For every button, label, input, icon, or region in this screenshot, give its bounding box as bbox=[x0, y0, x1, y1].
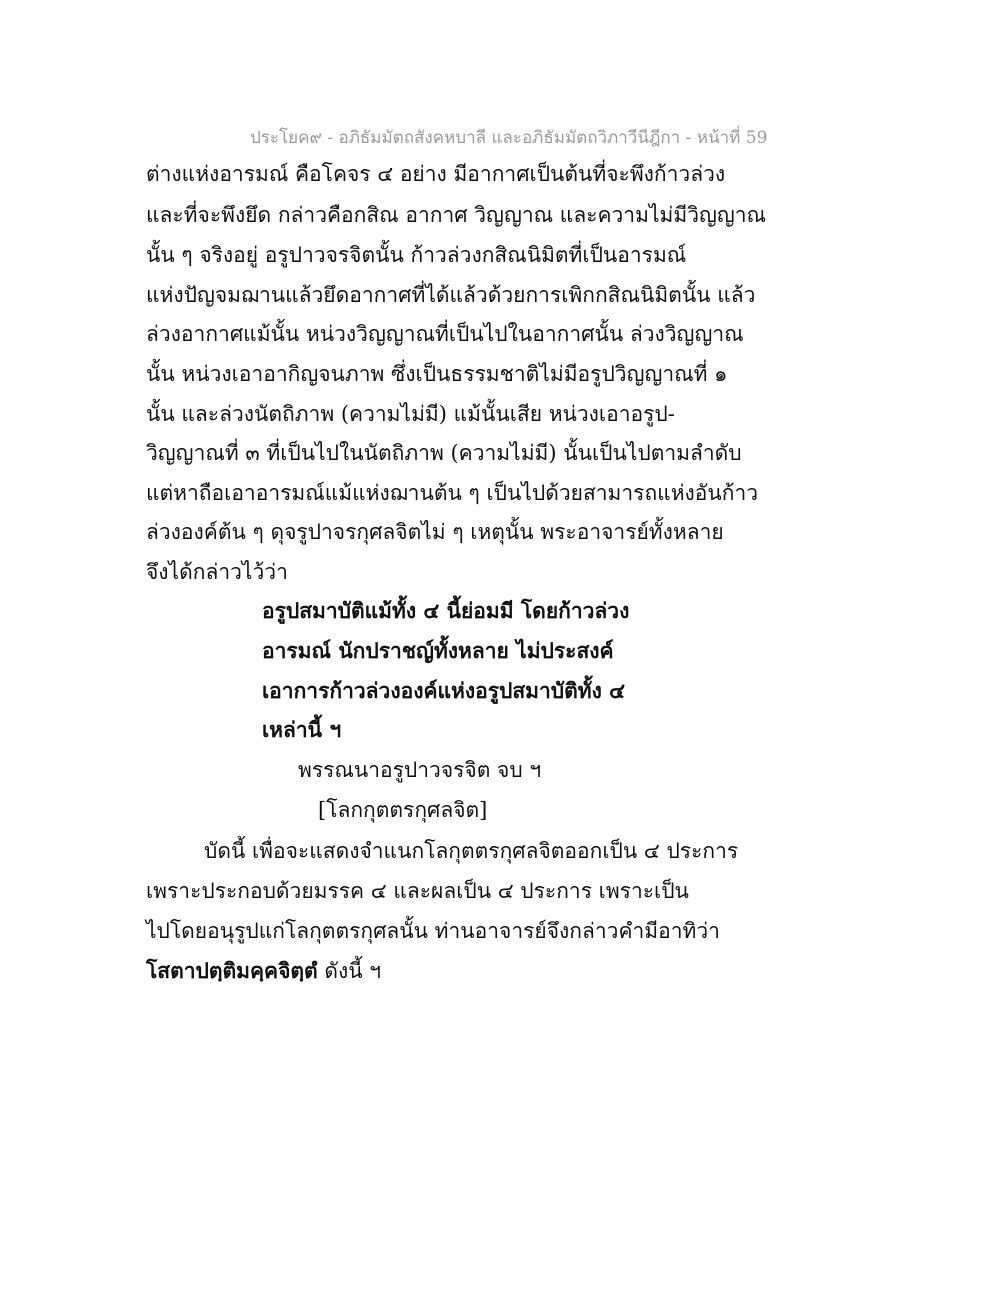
pali-term: โสตาปตฺติมคฺคจิตฺตํ bbox=[146, 958, 318, 983]
paragraph1-line-7: นั้น และล่วงนัตถิภาพ (ความไม่มี) แม้นั้นเสีย หน่วงเอาอรูป- bbox=[146, 402, 675, 426]
paragraph1-line-2: และที่จะพึงยึด กล่าวคือกสิณ อากาศ วิญญาณ และความไม่มีวิญญาณ bbox=[146, 203, 767, 227]
verse-line-1: อรูปสมาบัติแม้ทั้ง ๔ นี้ย่อมมี โดยก้าวล่วง bbox=[262, 598, 630, 623]
paragraph1-line-4: แห่งปัญจมฌานแล้วยึดอากาศที่ได้แล้วด้วยการเพิกกสิณนิมิตนั้น แล้ว bbox=[146, 283, 756, 307]
paragraph1-line-3: นั้น ๆ จริงอยู่ อรูปาวจรจิตนั้น ก้าวล่วงกสิณนิมิตที่เป็นอารมณ์ bbox=[146, 243, 687, 267]
last-line-rest: ดังนี้ ฯ bbox=[317, 959, 382, 983]
paragraph2-line-2: เพราะประกอบด้วยมรรค ๔ และผลเป็น ๔ ประการ เพราะเป็น bbox=[146, 879, 689, 903]
verse-line-4: เหล่านี้ ฯ bbox=[262, 717, 342, 742]
paragraph2-line-1: บัดนี้ เพื่อจะแสดงจำแนกโลกุตตรกุศลจิตออกเป็น ๔ ประการ bbox=[204, 839, 739, 863]
section-end: พรรณนาอรูปาวจรจิต จบ ฯ bbox=[298, 758, 542, 782]
paragraph1-line-11: จึงได้กล่าวไว้ว่า bbox=[146, 560, 288, 584]
paragraph1-line-8: วิญญาณที่ ๓ ที่เป็นไปในนัตถิภาพ (ความไม่มี) นั้นเป็นไปตามลำดับ bbox=[146, 441, 742, 465]
paragraph1-line-6: นั้น หน่วงเอาอากิญจนภาพ ซึ่งเป็นธรรมชาติไม่มีอรูปวิญญาณที่ ๑ bbox=[146, 362, 728, 386]
paragraph1-line-5: ล่วงอากาศแม้นั้น หน่วงวิญญาณที่เป็นไปในอากาศนั้น ล่วงวิญญาณ bbox=[146, 322, 744, 346]
paragraph1-line-1: ต่างแห่งอารมณ์ คือโคจร ๔ อย่าง มีอากาศเป็นต้นที่จะพึงก้าวล่วง bbox=[146, 162, 726, 186]
paragraph2-line-4 bbox=[146, 957, 381, 985]
verse-line-2: อารมณ์ นักปราชญ์ทั้งหลาย ไม่ประสงค์ bbox=[262, 638, 614, 663]
paragraph2-line-3: ไปโดยอนุรูปแก่โลกุตตรกุศลนั้น ท่านอาจารย์จึงกล่าวคำมีอาทิว่า bbox=[146, 919, 720, 943]
paragraph1-line-10: ล่วงองค์ต้น ๆ ดุจรูปาจรกุศลจิตไม่ ๆ เหตุนั้น พระอาจารย์ทั้งหลาย bbox=[146, 520, 724, 544]
paragraph1-line-9: แต่หาถือเอาอารมณ์แม้แห่งฌานต้น ๆ เป็นไปด้วยสามารถแห่งอันก้าว bbox=[146, 481, 759, 505]
page-header: ประโยค๙ - อภิธัมมัตถสังคหบาลี และอภิธัมมัตถวิภาวีนีฎีกา - หน้าที่ 59 bbox=[250, 128, 768, 148]
verse-line-3: เอาการก้าวล่วงองค์แห่งอรูปสมาบัติทั้ง ๔ bbox=[262, 678, 626, 703]
section-title: [โลกกุตตรกุศลจิต] bbox=[318, 798, 488, 822]
